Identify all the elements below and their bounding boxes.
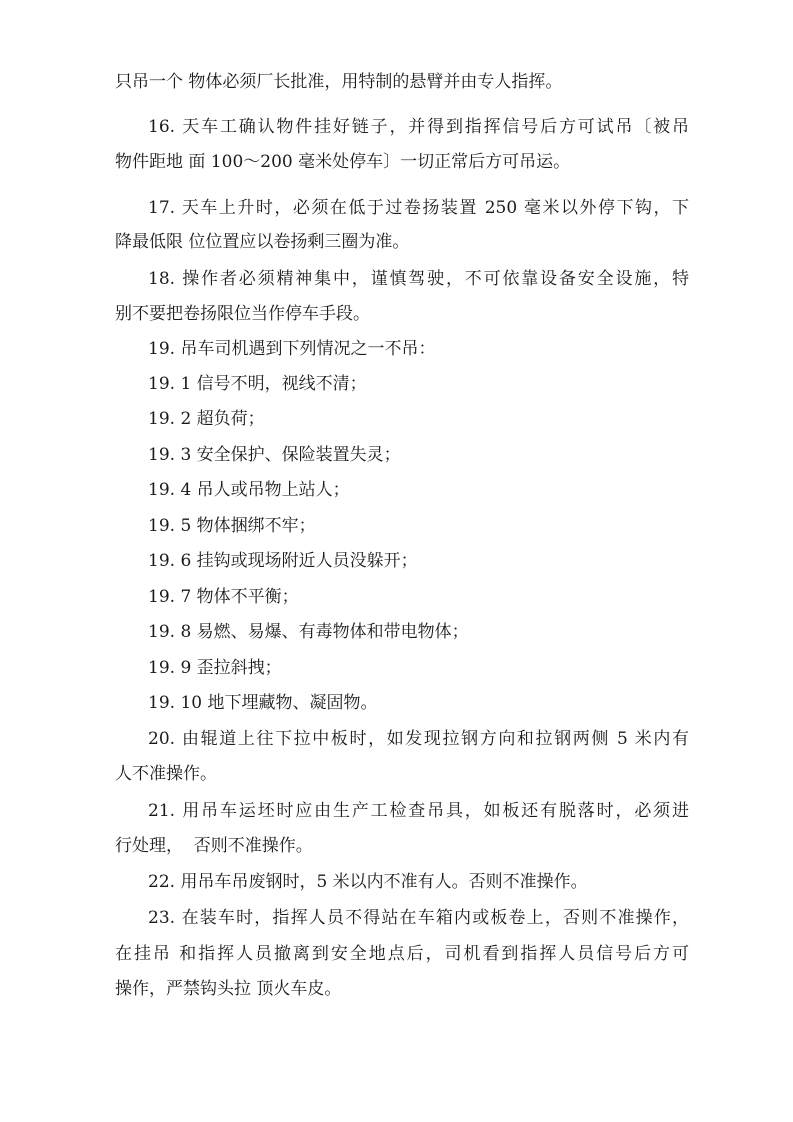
text-line: 17. 天车上升时，必须在低于过卷扬装置 250 毫米以外停下钩，下 [148, 198, 689, 218]
text-line: 物件距地 面 100〜200 毫米处停车〕一切正常后方可吊运。 [115, 152, 571, 172]
text-line: 19. 吊车司机遇到下列情况之一不吊： [148, 339, 436, 359]
text-line: 19. 4 吊人或吊物上站人； [148, 480, 350, 500]
text-line: 16. 天车工确认物件挂好链子，并得到指挥信号后方可试吊〔被吊 [148, 117, 689, 137]
text-line: 19. 2 超负荷； [148, 409, 265, 429]
text-line: 19. 7 物体不平衡； [148, 587, 299, 607]
text-line: 19. 1 信号不明，视线不清； [148, 374, 367, 394]
text-line: 19. 8 易燃、易爆、有毒物体和带电物体； [148, 622, 469, 642]
text-line: 22. 用吊车吊废钢时，5 米以内不准有人。否则不准操作。 [148, 872, 588, 892]
text-line: 只吊一个 物体必须厂长批准，用特制的悬臂并由专人指挥。 [115, 72, 563, 92]
text-line: 降最低限 位位置应以卷扬剩三圈为准。 [115, 232, 410, 252]
text-line: 18. 操作者必须精神集中，谨慎驾驶，不可依靠设备安全设施，特 [148, 269, 689, 289]
text-line: 19. 10 地下埋藏物、凝固物。 [148, 693, 378, 713]
text-line: 19. 6 挂钩或现场附近人员没躲开； [148, 551, 418, 571]
text-line: 21. 用吊车运坯时应由生产工检查吊具，如板还有脱落时，必须进 [148, 801, 689, 821]
text-line: 19. 9 歪拉斜拽； [148, 658, 282, 678]
text-line: 23. 在装车时，指挥人员不得站在车箱内或板卷上，否则不准操作， [148, 908, 689, 928]
text-line: 20. 由辊道上往下拉中板时，如发现拉钢方向和拉钢两侧 5 米内有 [148, 729, 689, 749]
text-line: 19. 5 物体捆绑不牢； [148, 516, 316, 536]
text-line: 人不准操作。 [115, 764, 217, 784]
text-line: 在挂吊 和指挥人员撤离到安全地点后，司机看到指挥人员信号后方可 [115, 944, 689, 964]
text-line: 别不要把卷扬限位当作停车手段。 [115, 304, 370, 324]
text-line: 操作，严禁钩头拉 顶火车皮。 [115, 979, 342, 999]
text-line: 19. 3 安全保护、保险装置失灵； [148, 445, 401, 465]
text-line: 行处理， 否则不准操作。 [115, 836, 313, 856]
